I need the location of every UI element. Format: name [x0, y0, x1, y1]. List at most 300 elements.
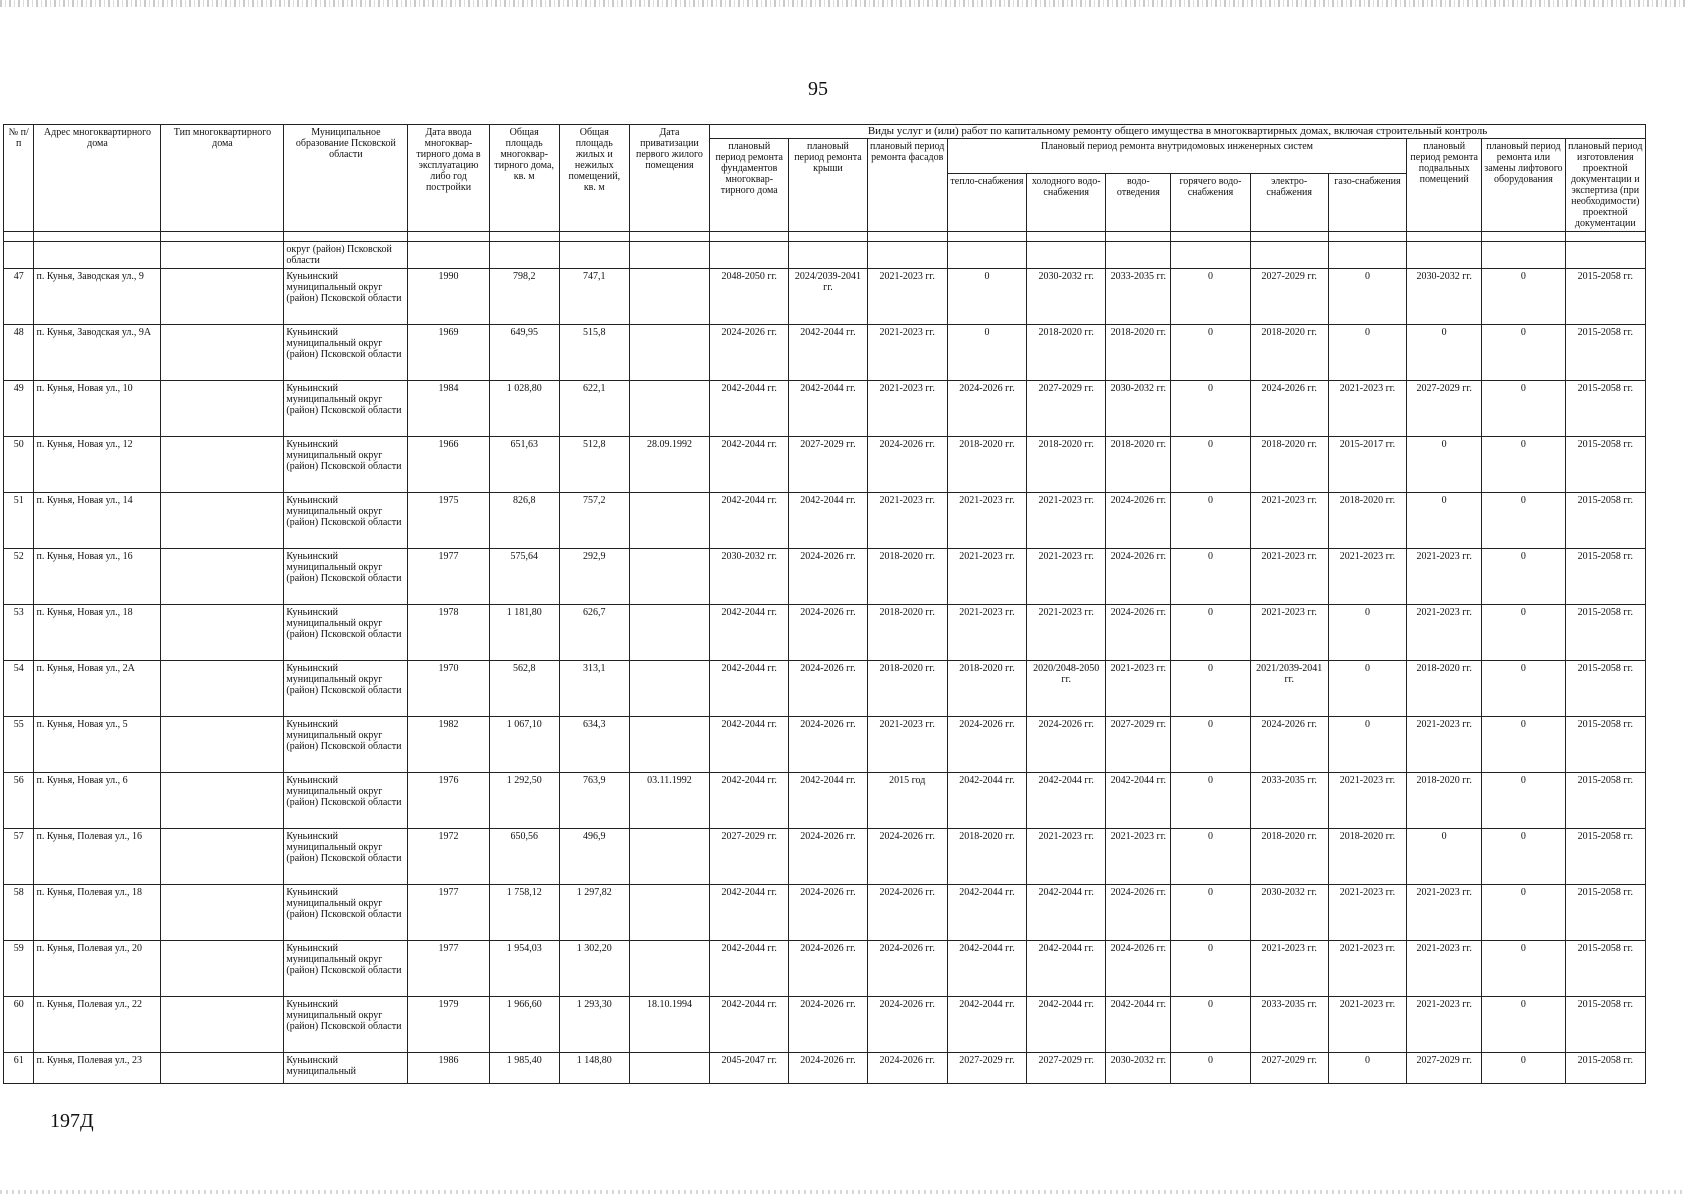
cell-basement: 2027-2029 гг. — [1407, 1053, 1482, 1084]
cell-hot-water: 0 — [1171, 549, 1250, 605]
cell-basement: 2018-2020 гг. — [1407, 773, 1482, 829]
cell-cold-water: 2021-2023 гг. — [1027, 549, 1106, 605]
cell-num: 52 — [4, 549, 34, 605]
cell-gas: 0 — [1328, 1053, 1406, 1084]
header-heat: тепло-снабжения — [947, 173, 1026, 231]
cell-facade: 2024-2026 гг. — [867, 997, 947, 1053]
cell-municipality: Куньинский муниципальный округ (район) Псковской области — [284, 381, 408, 437]
cell-living-area: 747,1 — [559, 269, 629, 325]
cell-cold-water: 2042-2044 гг. — [1027, 885, 1106, 941]
table-body — [4, 242, 1646, 1084]
cell-privatization — [629, 1053, 709, 1084]
cell-sewer: 2027-2029 гг. — [1106, 717, 1171, 773]
cell-basement: 2030-2032 гг. — [1407, 269, 1482, 325]
cell-address: п. Кунья, Новая ул., 14 — [34, 493, 161, 549]
cell-privatization: 03.11.1992 — [629, 773, 709, 829]
cell-municipality: Куньинский муниципальный округ (район) Псковской области — [284, 661, 408, 717]
cell-num: 55 — [4, 717, 34, 773]
cell-gas: 2021-2023 гг. — [1328, 773, 1406, 829]
cell-type — [161, 773, 284, 829]
cell-sewer: 2024-2026 гг. — [1106, 941, 1171, 997]
cell-type — [161, 325, 284, 381]
table-row — [4, 549, 1646, 605]
cell-municipality: Куньинский муниципальный округ (район) Псковской области — [284, 997, 408, 1053]
table-row — [4, 325, 1646, 381]
cell-living-area: 1 148,80 — [559, 1053, 629, 1084]
cell-hot-water: 0 — [1171, 885, 1250, 941]
cell-cold-water: 2027-2029 гг. — [1027, 381, 1106, 437]
cell-sewer: 2024-2026 гг. — [1106, 493, 1171, 549]
cell-living-area: 622,1 — [559, 381, 629, 437]
cell-sewer: 2021-2023 гг. — [1106, 829, 1171, 885]
header-basement: плановый период ремонта подвальных помещений — [1407, 139, 1482, 232]
cell-foundation: 2042-2044 гг. — [710, 997, 789, 1053]
cell-elevator: 0 — [1482, 829, 1565, 885]
cell-foundation: 2048-2050 гг. — [710, 269, 789, 325]
cell-electric: 2021-2023 гг. — [1250, 605, 1328, 661]
cell-foundation: 2042-2044 гг. — [710, 773, 789, 829]
cell-elevator: 0 — [1482, 493, 1565, 549]
cell-gas: 0 — [1328, 661, 1406, 717]
cell-year: 1966 — [408, 437, 489, 493]
cell-sewer: 2018-2020 гг. — [1106, 325, 1171, 381]
cell-living-area: 1 302,20 — [559, 941, 629, 997]
cell-roof: 2024-2026 гг. — [789, 661, 867, 717]
cell-privatization — [629, 829, 709, 885]
cell-total-area: 1 758,12 — [489, 885, 559, 941]
cell-roof: 2042-2044 гг. — [789, 773, 867, 829]
cell-gas: 0 — [1328, 717, 1406, 773]
cell-privatization — [629, 661, 709, 717]
cell-facade: 2018-2020 гг. — [867, 605, 947, 661]
cell-foundation: 2042-2044 гг. — [710, 941, 789, 997]
cell-foundation: 2042-2044 гг. — [710, 885, 789, 941]
table-row-continuation — [4, 242, 1646, 269]
cell-hot-water: 0 — [1171, 1053, 1250, 1084]
cell-living-area: 496,9 — [559, 829, 629, 885]
cell-year: 1972 — [408, 829, 489, 885]
cell-privatization — [629, 717, 709, 773]
cell-heat: 2021-2023 гг. — [947, 493, 1026, 549]
header-living-area: Общая площадь жилых и нежилых помещений, кв. м — [559, 125, 629, 232]
cell-sewer: 2024-2026 гг. — [1106, 885, 1171, 941]
cell-hot-water: 0 — [1171, 941, 1250, 997]
cell-privatization — [629, 941, 709, 997]
cell-heat: 2018-2020 гг. — [947, 829, 1026, 885]
cell-hot-water: 0 — [1171, 437, 1250, 493]
cell-electric: 2027-2029 гг. — [1250, 1053, 1328, 1084]
table-row — [4, 773, 1646, 829]
cell-roof: 2024-2026 гг. — [789, 829, 867, 885]
cell-elevator: 0 — [1482, 661, 1565, 717]
cell-gas: 2021-2023 гг. — [1328, 381, 1406, 437]
cell-heat: 2021-2023 гг. — [947, 549, 1026, 605]
cell-electric: 2018-2020 гг. — [1250, 437, 1328, 493]
cell-foundation: 2042-2044 гг. — [710, 493, 789, 549]
cell-foundation: 2045-2047 гг. — [710, 1053, 789, 1084]
cell-elevator: 0 — [1482, 1053, 1565, 1084]
cell-num: 47 — [4, 269, 34, 325]
table-row — [4, 717, 1646, 773]
cell-electric: 2021-2023 гг. — [1250, 941, 1328, 997]
cell-address: п. Кунья, Полевая ул., 22 — [34, 997, 161, 1053]
cell-design: 2015-2058 гг. — [1565, 493, 1645, 549]
cell-roof: 2024-2026 гг. — [789, 549, 867, 605]
header-cold-water: холодного водо-снабжения — [1027, 173, 1106, 231]
cell-facade: 2024-2026 гг. — [867, 885, 947, 941]
cell-roof: 2042-2044 гг. — [789, 381, 867, 437]
cell-total-area: 798,2 — [489, 269, 559, 325]
cell-facade: 2021-2023 гг. — [867, 381, 947, 437]
cell-roof: 2024-2026 гг. — [789, 717, 867, 773]
cell-sewer: 2024-2026 гг. — [1106, 605, 1171, 661]
cell-municipality: Куньинский муниципальный округ (район) Псковской области — [284, 829, 408, 885]
cell-roof: 2042-2044 гг. — [789, 493, 867, 549]
cell-design: 2015-2058 гг. — [1565, 325, 1645, 381]
cell-num: 50 — [4, 437, 34, 493]
cell-address: п. Кунья, Новая ул., 5 — [34, 717, 161, 773]
cell-type — [161, 997, 284, 1053]
cell-facade: 2021-2023 гг. — [867, 325, 947, 381]
cell-basement: 2021-2023 гг. — [1407, 941, 1482, 997]
table-row — [4, 437, 1646, 493]
cell-address: п. Кунья, Новая ул., 6 — [34, 773, 161, 829]
cell-facade: 2024-2026 гг. — [867, 941, 947, 997]
table-row — [4, 493, 1646, 549]
cell-facade: 2015 год — [867, 773, 947, 829]
cell-elevator: 0 — [1482, 605, 1565, 661]
cell-elevator: 0 — [1482, 325, 1565, 381]
header-gas: газо-снабжения — [1328, 173, 1406, 231]
cell-roof: 2024-2026 гг. — [789, 997, 867, 1053]
cell-year: 1990 — [408, 269, 489, 325]
table-row — [4, 997, 1646, 1053]
cell-address: п. Кунья, Новая ул., 18 — [34, 605, 161, 661]
cell-sewer: 2021-2023 гг. — [1106, 661, 1171, 717]
cell-total-area: 651,63 — [489, 437, 559, 493]
cell-gas: 2021-2023 гг. — [1328, 549, 1406, 605]
cell-municipality: Куньинский муниципальный округ (район) Псковской области — [284, 941, 408, 997]
table-row — [4, 885, 1646, 941]
cell-roof: 2024-2026 гг. — [789, 885, 867, 941]
cell-electric: 2024-2026 гг. — [1250, 381, 1328, 437]
cell-elevator: 0 — [1482, 549, 1565, 605]
cell-hot-water: 0 — [1171, 325, 1250, 381]
cell-hot-water: 0 — [1171, 381, 1250, 437]
cell-privatization — [629, 549, 709, 605]
cell-cold-water: 2042-2044 гг. — [1027, 941, 1106, 997]
cell-year: 1976 — [408, 773, 489, 829]
cell-total-area: 1 028,80 — [489, 381, 559, 437]
cell-cold-water: 2018-2020 гг. — [1027, 325, 1106, 381]
cell-type — [161, 717, 284, 773]
cell-design: 2015-2058 гг. — [1565, 269, 1645, 325]
cell-year: 1977 — [408, 941, 489, 997]
cell-foundation: 2030-2032 гг. — [710, 549, 789, 605]
cell-design: 2015-2058 гг. — [1565, 549, 1645, 605]
header-spacer-row — [4, 232, 1646, 242]
cell-type — [161, 1053, 284, 1084]
cell-basement: 0 — [1407, 437, 1482, 493]
cell-electric: 2030-2032 гг. — [1250, 885, 1328, 941]
cell-living-area: 313,1 — [559, 661, 629, 717]
cell-basement: 2027-2029 гг. — [1407, 381, 1482, 437]
cell-municipality: округ (район) Псковской области — [284, 242, 408, 269]
header-date-commission: Дата ввода многоквар-тирного дома в эксплуатацию либо год постройки — [408, 125, 489, 232]
header-hot-water: горячего водо-снабжения — [1171, 173, 1250, 231]
cell-heat: 2024-2026 гг. — [947, 381, 1026, 437]
cell-cold-water: 2018-2020 гг. — [1027, 437, 1106, 493]
header-num: № п/п — [4, 125, 34, 232]
cell-hot-water: 0 — [1171, 829, 1250, 885]
cell-electric: 2021-2023 гг. — [1250, 549, 1328, 605]
cell-living-area: 515,8 — [559, 325, 629, 381]
cell-type — [161, 941, 284, 997]
cell-heat: 2042-2044 гг. — [947, 941, 1026, 997]
cell-foundation: 2042-2044 гг. — [710, 381, 789, 437]
cell-address: п. Кунья, Новая ул., 10 — [34, 381, 161, 437]
cell-total-area: 1 966,60 — [489, 997, 559, 1053]
scan-artifact-bottom — [0, 1190, 1686, 1194]
cell-address: п. Кунья, Новая ул., 12 — [34, 437, 161, 493]
cell-facade: 2024-2026 гг. — [867, 829, 947, 885]
cell-address: п. Кунья, Новая ул., 16 — [34, 549, 161, 605]
cell-num: 57 — [4, 829, 34, 885]
cell-total-area: 1 292,50 — [489, 773, 559, 829]
cell-design: 2015-2058 гг. — [1565, 829, 1645, 885]
cell-address: п. Кунья, Полевая ул., 18 — [34, 885, 161, 941]
cell-living-area: 1 297,82 — [559, 885, 629, 941]
table-row — [4, 829, 1646, 885]
cell-facade: 2018-2020 гг. — [867, 661, 947, 717]
cell-type — [161, 269, 284, 325]
cell-living-area: 512,8 — [559, 437, 629, 493]
cell-year: 1969 — [408, 325, 489, 381]
cell-basement: 0 — [1407, 493, 1482, 549]
cell-cold-water: 2042-2044 гг. — [1027, 997, 1106, 1053]
cell-sewer: 2018-2020 гг. — [1106, 437, 1171, 493]
cell-design: 2015-2058 гг. — [1565, 1053, 1645, 1084]
cell-municipality: Куньинский муниципальный округ (район) Псковской области — [284, 269, 408, 325]
cell-address: п. Кунья, Заводская ул., 9А — [34, 325, 161, 381]
cell-year: 1982 — [408, 717, 489, 773]
cell-hot-water: 0 — [1171, 997, 1250, 1053]
cell-hot-water: 0 — [1171, 773, 1250, 829]
cell-cold-water: 2020/2048-2050 гг. — [1027, 661, 1106, 717]
cell-design: 2015-2058 гг. — [1565, 437, 1645, 493]
document-code: 197Д — [50, 1110, 94, 1132]
cell-gas: 2021-2023 гг. — [1328, 885, 1406, 941]
cell-electric: 2021/2039-2041 гг. — [1250, 661, 1328, 717]
cell-type — [161, 661, 284, 717]
cell-foundation: 2042-2044 гг. — [710, 437, 789, 493]
header-municipality: Муниципальное образование Псковской области — [284, 125, 408, 232]
cell-heat: 2042-2044 гг. — [947, 773, 1026, 829]
header-electric: электро-снабжения — [1250, 173, 1328, 231]
cell-facade: 2024-2026 гг. — [867, 437, 947, 493]
cell-total-area: 1 985,40 — [489, 1053, 559, 1084]
cell-basement: 2021-2023 гг. — [1407, 549, 1482, 605]
cell-municipality: Куньинский муниципальный — [284, 1053, 408, 1084]
cell-roof: 2024-2026 гг. — [789, 1053, 867, 1084]
cell-year: 1977 — [408, 549, 489, 605]
cell-year: 1978 — [408, 605, 489, 661]
cell-year: 1986 — [408, 1053, 489, 1084]
cell-basement: 2018-2020 гг. — [1407, 661, 1482, 717]
housing-repair-table — [3, 124, 1646, 1084]
cell-design: 2015-2058 гг. — [1565, 885, 1645, 941]
cell-basement: 0 — [1407, 325, 1482, 381]
cell-total-area: 649,95 — [489, 325, 559, 381]
cell-elevator: 0 — [1482, 885, 1565, 941]
header-foundation: плановый период ремонта фундаментов многоквар-тирного дома — [710, 139, 789, 232]
cell-basement: 2021-2023 гг. — [1407, 997, 1482, 1053]
cell-facade: 2018-2020 гг. — [867, 549, 947, 605]
cell-foundation: 2042-2044 гг. — [710, 661, 789, 717]
cell-electric: 2027-2029 гг. — [1250, 269, 1328, 325]
cell-num: 49 — [4, 381, 34, 437]
cell-municipality: Куньинский муниципальный округ (район) Псковской области — [284, 549, 408, 605]
cell-gas: 0 — [1328, 325, 1406, 381]
cell-heat: 0 — [947, 269, 1026, 325]
cell-total-area: 1 067,10 — [489, 717, 559, 773]
cell-design: 2015-2058 гг. — [1565, 773, 1645, 829]
cell-municipality: Куньинский муниципальный округ (район) Псковской области — [284, 885, 408, 941]
cell-design: 2015-2058 гг. — [1565, 717, 1645, 773]
cell-address: п. Кунья, Полевая ул., 23 — [34, 1053, 161, 1084]
cell-cold-water: 2021-2023 гг. — [1027, 605, 1106, 661]
cell-living-area: 757,2 — [559, 493, 629, 549]
header-engineering-group: Плановый период ремонта внутридомовых инженерных систем — [947, 139, 1406, 174]
cell-heat: 2021-2023 гг. — [947, 605, 1026, 661]
cell-privatization — [629, 493, 709, 549]
cell-roof: 2024/2039-2041 гг. — [789, 269, 867, 325]
cell-roof: 2042-2044 гг. — [789, 325, 867, 381]
cell-total-area: 650,56 — [489, 829, 559, 885]
cell-year: 1977 — [408, 885, 489, 941]
cell-elevator: 0 — [1482, 941, 1565, 997]
scan-artifact-top — [0, 0, 1686, 7]
header-roof: плановый период ремонта крыши — [789, 139, 867, 232]
cell-elevator: 0 — [1482, 381, 1565, 437]
cell-total-area: 1 954,03 — [489, 941, 559, 997]
cell-basement: 2021-2023 гг. — [1407, 717, 1482, 773]
cell-cold-water: 2024-2026 гг. — [1027, 717, 1106, 773]
cell-electric: 2033-2035 гг. — [1250, 997, 1328, 1053]
cell-type — [161, 493, 284, 549]
cell-gas: 2018-2020 гг. — [1328, 493, 1406, 549]
header-sewer: водо-отведения — [1106, 173, 1171, 231]
cell-num: 61 — [4, 1053, 34, 1084]
cell-num: 56 — [4, 773, 34, 829]
cell-gas: 0 — [1328, 605, 1406, 661]
cell-heat: 2027-2029 гг. — [947, 1053, 1026, 1084]
cell-sewer: 2033-2035 гг. — [1106, 269, 1171, 325]
cell-roof: 2024-2026 гг. — [789, 605, 867, 661]
cell-hot-water: 0 — [1171, 661, 1250, 717]
cell-hot-water: 0 — [1171, 605, 1250, 661]
cell-privatization — [629, 381, 709, 437]
cell-gas: 2015-2017 гг. — [1328, 437, 1406, 493]
cell-electric: 2021-2023 гг. — [1250, 493, 1328, 549]
header-type: Тип многоквартирного дома — [161, 125, 284, 232]
cell-privatization — [629, 325, 709, 381]
cell-cold-water: 2042-2044 гг. — [1027, 773, 1106, 829]
cell-design: 2015-2058 гг. — [1565, 661, 1645, 717]
table-row — [4, 1053, 1646, 1084]
cell-roof: 2027-2029 гг. — [789, 437, 867, 493]
cell-num: 48 — [4, 325, 34, 381]
cell-cold-water: 2021-2023 гг. — [1027, 829, 1106, 885]
cell-living-area: 626,7 — [559, 605, 629, 661]
cell-heat: 0 — [947, 325, 1026, 381]
cell-type — [161, 829, 284, 885]
cell-gas: 2018-2020 гг. — [1328, 829, 1406, 885]
cell-living-area: 763,9 — [559, 773, 629, 829]
cell-cold-water: 2021-2023 гг. — [1027, 493, 1106, 549]
cell-total-area: 575,64 — [489, 549, 559, 605]
cell-total-area: 562,8 — [489, 661, 559, 717]
cell-elevator: 0 — [1482, 773, 1565, 829]
cell-type — [161, 605, 284, 661]
cell-sewer: 2024-2026 гг. — [1106, 549, 1171, 605]
cell-heat: 2018-2020 гг. — [947, 661, 1026, 717]
page-number: 95 — [808, 78, 828, 100]
table-row — [4, 381, 1646, 437]
cell-basement: 2021-2023 гг. — [1407, 605, 1482, 661]
cell-year: 1975 — [408, 493, 489, 549]
table-row — [4, 605, 1646, 661]
table-row — [4, 941, 1646, 997]
cell-num: 59 — [4, 941, 34, 997]
cell-gas: 2021-2023 гг. — [1328, 997, 1406, 1053]
cell-design: 2015-2058 гг. — [1565, 605, 1645, 661]
cell-num: 53 — [4, 605, 34, 661]
cell-address: п. Кунья, Полевая ул., 20 — [34, 941, 161, 997]
cell-cold-water: 2030-2032 гг. — [1027, 269, 1106, 325]
cell-sewer: 2042-2044 гг. — [1106, 773, 1171, 829]
cell-electric: 2018-2020 гг. — [1250, 829, 1328, 885]
cell-municipality: Куньинский муниципальный округ (район) Псковской области — [284, 437, 408, 493]
cell-num: 58 — [4, 885, 34, 941]
cell-basement: 0 — [1407, 829, 1482, 885]
header-total-area: Общая площадь многоквар-тирного дома, кв. м — [489, 125, 559, 232]
cell-foundation: 2042-2044 гг. — [710, 717, 789, 773]
cell-elevator: 0 — [1482, 269, 1565, 325]
header-elevator: плановый период ремонта или замены лифтового оборудования — [1482, 139, 1565, 232]
header-works-group: Виды услуг и (или) работ по капитальному ремонту общего имущества в многоквартирных домах, включая строительный контроль — [710, 125, 1646, 139]
cell-heat: 2018-2020 гг. — [947, 437, 1026, 493]
cell-living-area: 1 293,30 — [559, 997, 629, 1053]
cell-municipality: Куньинский муниципальный округ (район) Псковской области — [284, 325, 408, 381]
cell-basement: 2021-2023 гг. — [1407, 885, 1482, 941]
cell-type — [161, 549, 284, 605]
cell-gas: 2021-2023 гг. — [1328, 941, 1406, 997]
cell-municipality: Куньинский муниципальный округ (район) Псковской области — [284, 605, 408, 661]
cell-type — [161, 381, 284, 437]
cell-facade: 2021-2023 гг. — [867, 493, 947, 549]
cell-total-area: 1 181,80 — [489, 605, 559, 661]
cell-year: 1970 — [408, 661, 489, 717]
table-row — [4, 269, 1646, 325]
cell-num: 54 — [4, 661, 34, 717]
header-design: плановый период изготовления проектной документации и экспертиза (при необходимости) проектной документации — [1565, 139, 1645, 232]
cell-privatization — [629, 269, 709, 325]
cell-municipality: Куньинский муниципальный округ (район) Псковской области — [284, 493, 408, 549]
cell-electric: 2024-2026 гг. — [1250, 717, 1328, 773]
cell-privatization: 18.10.1994 — [629, 997, 709, 1053]
cell-year: 1984 — [408, 381, 489, 437]
